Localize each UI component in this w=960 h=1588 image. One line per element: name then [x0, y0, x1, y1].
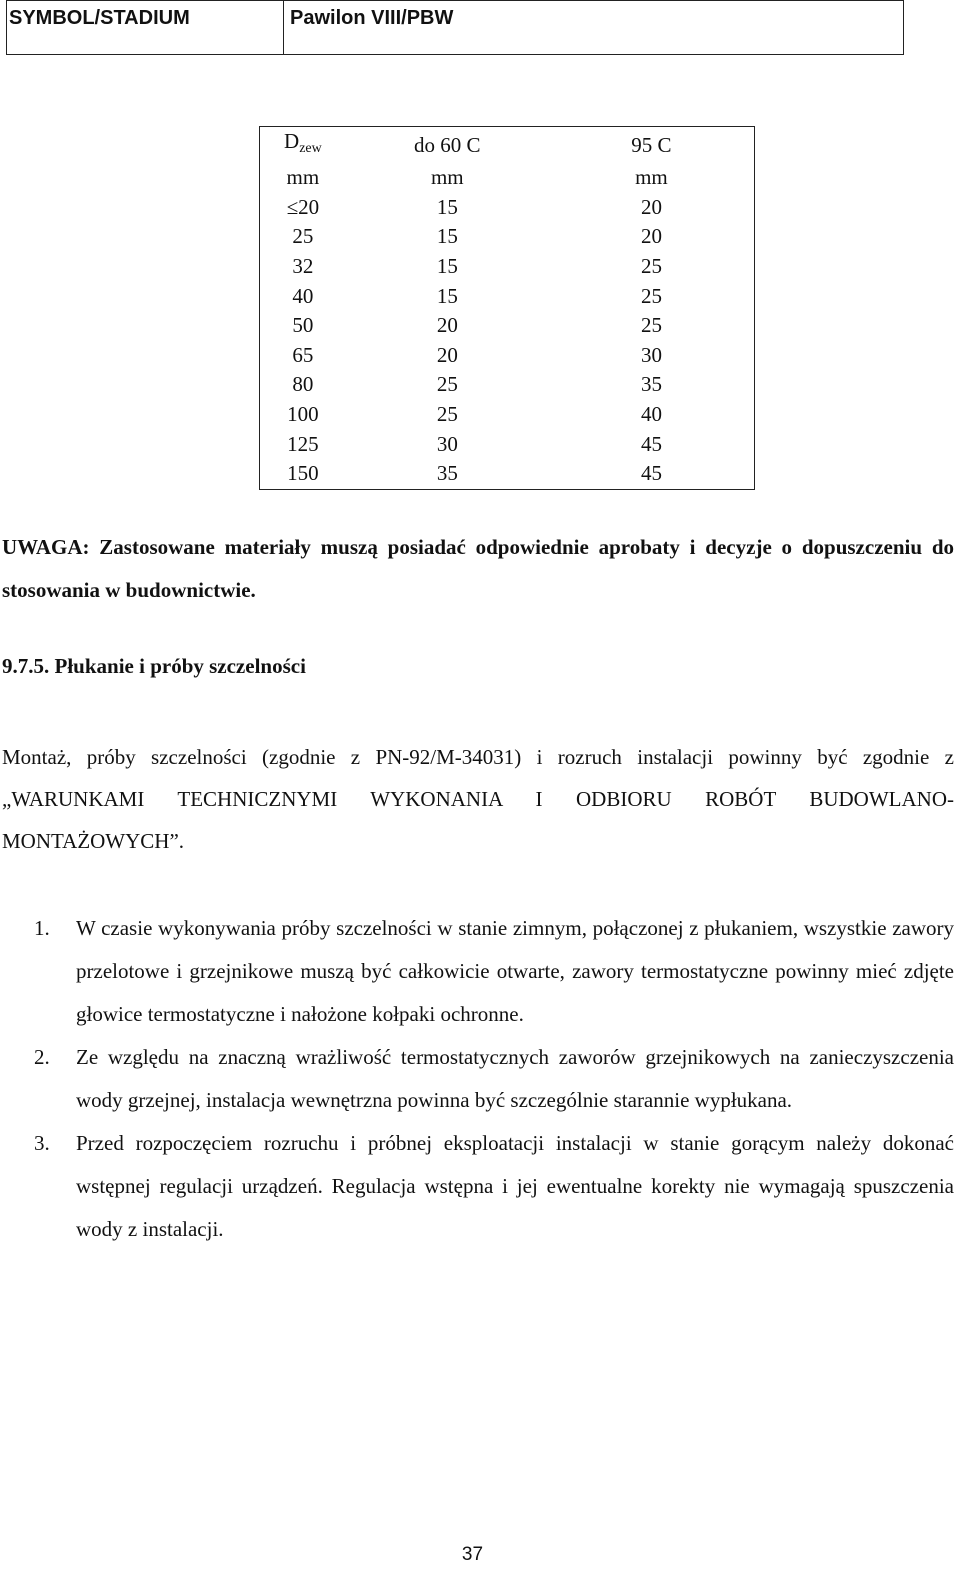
table-cell: 30: [640, 342, 662, 367]
table-head-diameter: $D_{zew}$: [284, 129, 322, 156]
table-cell: 35: [436, 461, 458, 486]
table-cell: 30: [436, 431, 458, 456]
table-row: [260, 341, 755, 371]
table-cell: 15: [436, 283, 458, 308]
table-cell: 100: [287, 402, 319, 427]
list-item-number: 2.: [34, 1045, 50, 1069]
list-item: [34, 1122, 954, 1251]
list-item-text: W czasie wykonywania próby szczelności w stanie zimnym, połączonej z płukaniem, wszystkie zawory przelotowe i grzejnikowe muszą być całkowicie otwarte, zawory termostatyczne powinny mieć zdjęte głowice termostatyczne i nałożone kołpaki ochronne.: [76, 916, 954, 1026]
table-cell: 125: [287, 431, 319, 456]
table-cell: 45: [640, 431, 662, 456]
table-row: [260, 222, 755, 252]
table-cell: ≤20: [286, 194, 320, 219]
table-row: [260, 400, 755, 430]
header-symbol: SYMBOL/STADIUM: [7, 1, 284, 54]
table-cell: mm: [286, 165, 320, 190]
table-cell: 20: [640, 224, 662, 249]
table-cell: mm: [635, 165, 668, 190]
list-item: [34, 1036, 954, 1122]
approval-note: UWAGA: Zastosowane materiały muszą posiadać odpowiednie aprobaty i decyzje o dopuszczeniu do stosowania w budownictwie.: [2, 535, 954, 602]
table-units-row: [260, 163, 755, 193]
table-cell: 25: [292, 224, 314, 249]
table-cell: 20: [436, 313, 458, 338]
header-pavilion: Pawilon VIII/PBW: [290, 7, 454, 29]
table-cell: 35: [640, 372, 662, 397]
table-cell: 50: [292, 313, 314, 338]
table-row: [260, 252, 755, 282]
table-cell: 15: [436, 254, 458, 279]
table-header-row: [260, 127, 755, 164]
table-cell: 20: [436, 342, 458, 367]
table-head-col3: 95 C: [631, 132, 672, 157]
table-cell: 20: [640, 194, 662, 219]
intro-paragraph: Montaż, próby szczelności (zgodnie z PN-92/M-34031) i rozruch instalacji powinny być zgodnie z „WARUNKAMI TECHNICZNYMI WYKONANIA I ODBIORU ROBÓT BUDOWLANO-MONTAŻOWYCH”.: [2, 745, 954, 853]
table-head-col2: do 60 C: [414, 132, 481, 157]
table-cell: 150: [287, 461, 319, 486]
list-item-number: 3.: [34, 1131, 50, 1155]
table-cell: mm: [430, 165, 464, 190]
table-row: [260, 370, 755, 400]
table-cell: 25: [640, 313, 662, 338]
table-cell: 25: [640, 254, 662, 279]
table-cell: 25: [436, 402, 458, 427]
table-row: [260, 459, 755, 489]
list-item-text: Ze względu na znaczną wrażliwość termostatycznych zaworów grzejnikowych na zanieczyszczenia wody grzejnej, instalacja wewnętrzna powinna być szczególnie starannie wypłukana.: [76, 1045, 954, 1112]
table-row: [260, 429, 755, 459]
table-cell: 32: [292, 254, 314, 279]
table-cell: 80: [292, 372, 314, 397]
table-cell: 25: [436, 372, 458, 397]
table-row: [260, 193, 755, 223]
list-item-number: 1.: [34, 916, 50, 940]
table-cell: 15: [436, 224, 458, 249]
table-row: [260, 281, 755, 311]
table-row: [260, 311, 755, 341]
table-cell: 65: [292, 342, 314, 367]
insulation-thickness-table: [259, 126, 755, 490]
numbered-list: [34, 907, 954, 1251]
list-item: [34, 907, 954, 1036]
table-cell: 15: [436, 194, 458, 219]
page-number: 37: [461, 1544, 484, 1565]
table-cell: 45: [640, 461, 662, 486]
section-heading: 9.7.5. Płukanie i próby szczelności: [2, 654, 306, 678]
table-cell: 25: [640, 283, 662, 308]
table-cell: 40: [292, 283, 314, 308]
list-item-text: Przed rozpoczęciem rozruchu i próbnej eksploatacji instalacji w stanie gorącym należy dokonać wstępnej regulacji urządzeń. Regulacja wstępna i jej ewentualne korekty nie wymagają spuszczenia wody z instalacji.: [76, 1131, 954, 1241]
table-cell: 40: [640, 402, 662, 427]
document-header: [6, 0, 904, 55]
